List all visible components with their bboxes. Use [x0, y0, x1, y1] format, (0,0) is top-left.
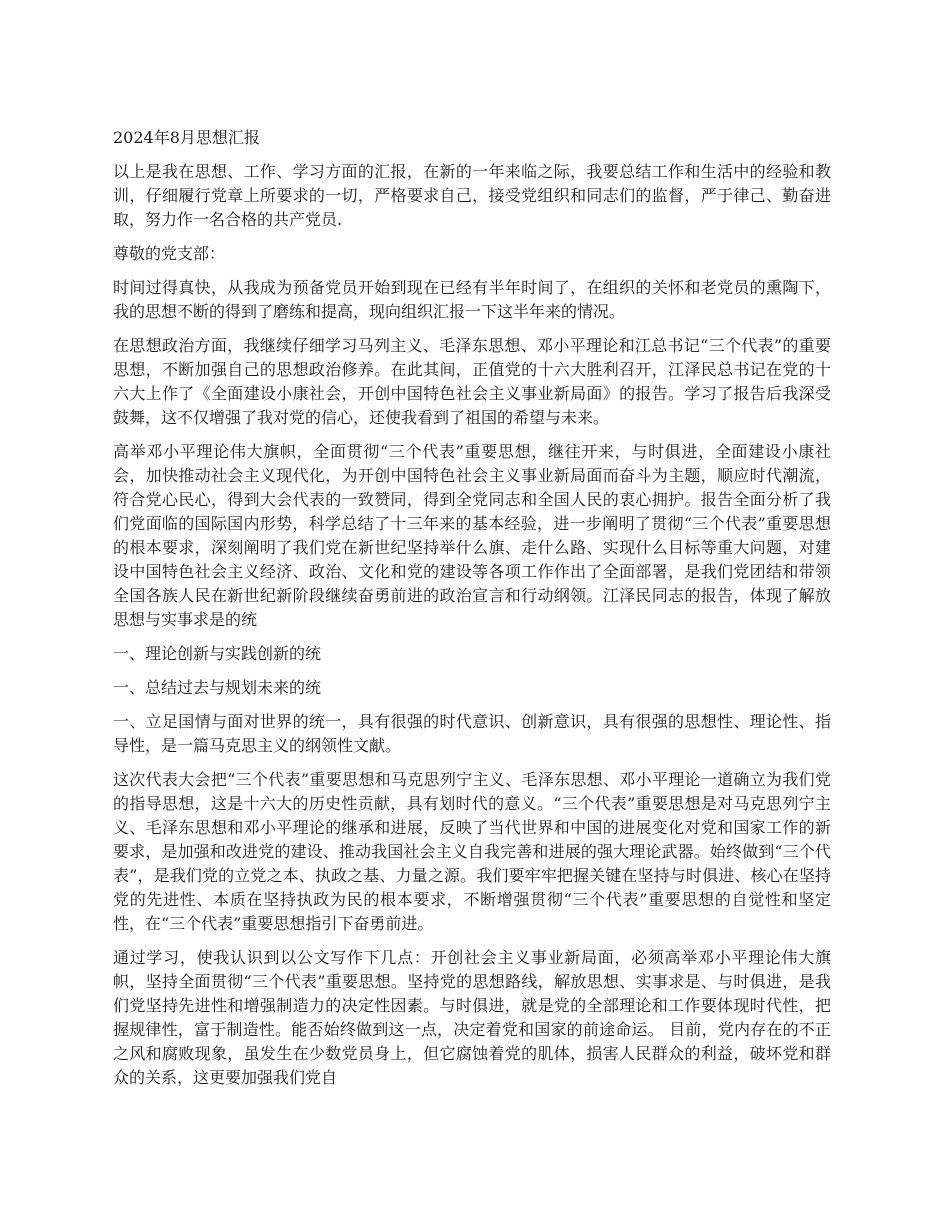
paragraph-intro: 时间过得真快，从我成为预备党员开始到现在已经有半年时间了，在组织的关怀和老党员的熏陶下，我的思想不断的得到了磨练和提高，现向组织汇报一下这半年来的情况。	[113, 278, 831, 321]
document-title: 2024年8月思想汇报	[113, 128, 260, 147]
paragraph-point-3: 一、立足国情与面对世界的统一，具有很强的时代意识、创新意识，具有很强的思想性、理论性、指导性，是一篇马克思主义的纲领性文献。	[113, 712, 831, 755]
paragraph-point-1: 一、理论创新与实践创新的统	[113, 644, 322, 663]
paragraph-report-theme: 高举邓小平理论伟大旗帜，全面贯彻“三个代表”重要思想，继往开来，与时俱进，全面建设小康社会，加快推动社会主义现代化，为开创中国特色社会主义事业新局面而奋斗为主题，顺应时代潮流，符合党心民心，得到大会代表的一致赞同，得到全党同志和全国人民的衷心拥护。报告全面分析了我们党面临的国际国内形势，科学总结了十三年来的基本经验，进一步阐明了贯彻“三个代表”重要思想的根本要求，深刻阐明了我们党在新世纪坚持举什么旗、走什么路、实现什么目标等重大问题，对建设中国特色社会主义经济、政治、文化和党的建设等各项工作作出了全面部署，是我们党团结和带领全国各族人民在新世纪新阶段继续奋勇前进的政治宣言和行动纲领。江泽民同志的报告，体现了解放思想与实事求是的统	[113, 442, 831, 629]
paragraph-summary: 以上是我在思想、工作、学习方面的汇报，在新的一年来临之际，我要总结工作和生活中的经验和教训，仔细履行党章上所要求的一切，严格要求自己，接受党组织和同志们的监督，严于律己、勤奋进取，努力作一名合格的共产党员.	[113, 162, 831, 229]
paragraph-salutation: 尊敬的党支部：	[113, 244, 226, 263]
paragraph-learning-insights: 通过学习，使我认识到以公文写作下几点：开创社会主义事业新局面，必须高举邓小平理论伟大旗帜，坚持全面贯彻“三个代表”重要思想。坚持党的思想路线，解放思想、实事求是、与时俱进，是我们党坚持先进性和增强制造力的决定性因素。与时俱进，就是党的全部理论和工作要体现时代性，把握规律性，富于制造性。能否始终做到这一点，决定着党和国家的前途命运。 目前，党内存在的不正之风和腐败现象，虽发生在少数党员身上，但它腐蚀着党的肌体，损害人民群众的利益，破坏党和群众的关系，这更要加强我们党自	[113, 948, 831, 1087]
document-page	[113, 126, 831, 1100]
paragraph-point-2: 一、总结过去与规划未来的统	[113, 678, 322, 697]
paragraph-political-study: 在思想政治方面，我继续仔细学习马列主义、毛泽东思想、邓小平理论和江总书记“三个代表”的重要思想，不断加强自己的思想政治修养。在此其间，正值党的十六大胜利召开，江泽民总书记在党的十六大上作了《全面建设小康社会，开创中国特色社会主义事业新局面》的报告。学习了报告后我深受鼓舞，这不仅增强了我对党的信心，还使我看到了祖国的希望与未来。	[113, 336, 831, 427]
paragraph-three-represents: 这次代表大会把“三个代表”重要思想和马克思列宁主义、毛泽东思想、邓小平理论一道确立为我们党的指导思想，这是十六大的历史性贡献，具有划时代的意义。“三个代表”重要思想是对马克思列宁主义、毛泽东思想和邓小平理论的继承和进展，反映了当代世界和中国的进展变化对党和国家工作的新要求，是加强和改进党的建设、推动我国社会主义自我完善和进展的强大理论武器。始终做到“三个代表”，是我们党的立党之本、执政之基、力量之源。我们要牢牢把握关键在坚持与时俱进、核心在坚持党的先进性、本质在坚持执政为民的根本要求，不断增强贯彻“三个代表”重要思想的自觉性和坚定性，在“三个代表”重要思想指引下奋勇前进。	[113, 770, 831, 933]
